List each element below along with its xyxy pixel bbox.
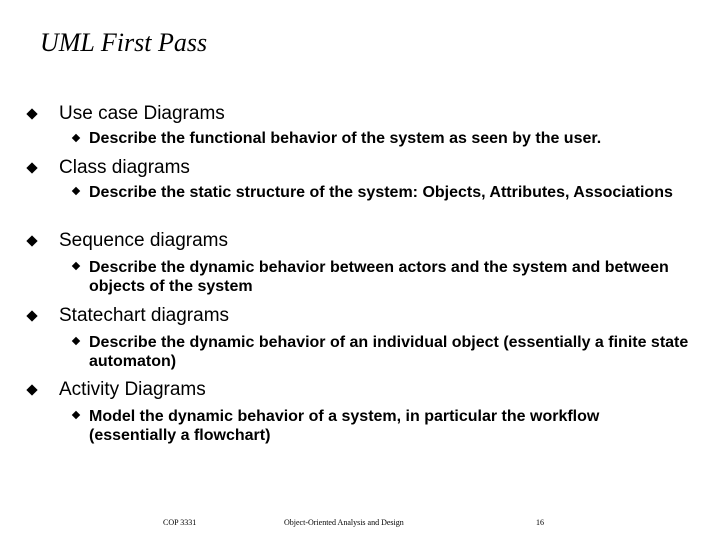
sub-bullet-text: Describe the dynamic behavior between actors and the system and between objects of the system	[89, 259, 669, 295]
sub-bullet-text: Describe the functional behavior of the system as seen by the user.	[89, 130, 602, 147]
small-diamond-bullet-icon	[72, 134, 80, 142]
bullet-label: Statechart diagrams	[59, 305, 230, 326]
bullet-label: Activity Diagrams	[59, 379, 206, 400]
sub-bullet-text: Model the dynamic behavior of a system, in particular the workflow (essentially a flowchart)	[89, 408, 600, 444]
small-diamond-bullet-icon	[72, 337, 80, 345]
sub-bullet-text: Describe the dynamic behavior of an individual object (essentially a finite state automaton)	[89, 334, 689, 370]
footer-subject: Object-Oriented Analysis and Design	[284, 518, 404, 527]
footer-course: COP 3331	[163, 518, 197, 527]
diamond-bullet-icon	[26, 310, 37, 321]
diamond-bullet-icon	[26, 235, 37, 246]
slide-title: UML First Pass	[40, 28, 208, 57]
small-diamond-bullet-icon	[72, 187, 80, 195]
small-diamond-bullet-icon	[72, 411, 80, 419]
footer-page-number: 16	[536, 518, 544, 527]
diamond-bullet-icon	[26, 108, 37, 119]
bullet-label: Class diagrams	[59, 157, 190, 178]
sub-bullet-text: Describe the static structure of the system: Objects, Attributes, Associations	[89, 184, 673, 201]
diamond-bullet-icon	[26, 162, 37, 173]
bullet-label: Sequence diagrams	[59, 230, 228, 251]
diamond-bullet-icon	[26, 384, 37, 395]
bullet-label: Use case Diagrams	[59, 103, 225, 124]
small-diamond-bullet-icon	[72, 262, 80, 270]
